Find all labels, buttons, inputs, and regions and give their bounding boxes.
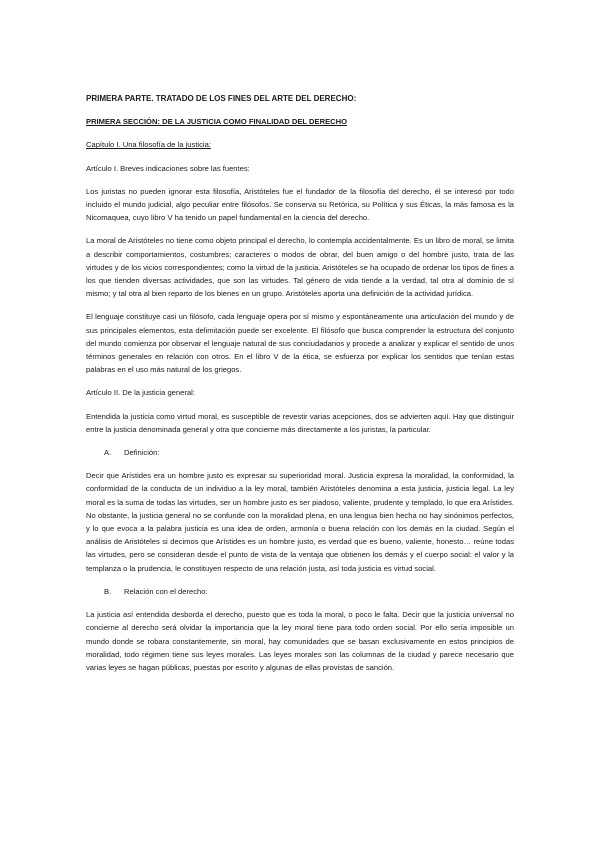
paragraph: Entendida la justicia como virtud moral, es susceptible de revestir varias acepciones, dos se advierten aquí. Hay que distinguir entre la justicia denominada general y otra que concierne más directamente a los juristas, la particular.: [86, 411, 514, 434]
paragraph: Los juristas no pueden ignorar esta filosofía, Aristóteles fue el fundador de la filosofía del derecho, él se interesó por todo incluido el mundo judicial, algo peculiar entre filósofos. Se conserva su Retórica, su Política y sus Éticas, la más famosa es la Nicomaquea, cuyo libro V ha tenido un papel fundamental en la ciencia del derecho.: [86, 186, 514, 223]
part-heading: PRIMERA PARTE. TRATADO DE LOS FINES DEL ARTE DEL DERECHO:: [86, 94, 357, 103]
subheading-a: [104, 446, 514, 459]
paragraph: Decir que Arístides era un hombre justo es expresar su superioridad moral. Justicia expresa la moralidad, la conformidad, la conformidad de la conducta de un individuo a la ley moral, también Aristóteles denomina a esta justicia, justicia legal. La ley moral es la suma de todas las virtudes, ser un hombre justo es ser piadoso, valiente, prudente y templado, lo que era Arístides. No obstante, la justicia general no se confunde con la moralidad plena, en una lengua bien hecha no hay sinónimos perfectos, y lo que evoca a la palabra justicia es una idea de orden, armonía o buena relación con los demás en la ciudad. Según el análisis de Aristóteles si decimos que Arístides es un hombre justo, es verdad que es bueno, valiente, honesto… reúne todas las virtudes, pero se consideran desde el punto de vista de la ventaja que obtienen los demás y el cuerpo social: el valor y la templanza o la prudencia, le constituyen respecto de una relación justa, así toda justicia es virtud social.: [86, 471, 514, 573]
document-page: [86, 92, 514, 684]
subheading-letter: A.: [104, 448, 112, 458]
chapter-heading: Capítulo I. Una filosofía de la justicia:: [86, 140, 211, 150]
paragraph: La justicia así entendida desborda el derecho, puesto que es toda la moral, o poco le falta. Decir que la justicia universal no concierne al derecho será olvidar la importancia que la ley moral tiene para todo orden social. Por ello sería imposible un mundo donde se robara constantemente, sin moral, hay comunidades que se basan exclusivamente en estos principios de moralidad, todo régimen tiene sus leyes morales. Las leyes morales son las columnas de la ciudad y parece necesario que varias leyes se hagan públicas, puestas por escrito y algunas de ellas provistas de sanción.: [86, 610, 514, 672]
article-heading-1: Artículo I. Breves indicaciones sobre las fuentes:: [86, 163, 250, 173]
section-heading: PRIMERA SECCIÓN: DE LA JUSTICIA COMO FINALIDAD DEL DERECHO: [86, 117, 348, 127]
article-heading-2: Artículo II. De la justicia general:: [86, 388, 195, 398]
paragraph: El lenguaje constituye casi un filósofo, cada lenguaje opera por sí mismo y espontáneamente una articulación del mundo y de sus principales elementos, esta delimitación puede ser excelente. El filósofo que busca comprender la estructura del conjunto del mundo comienza por observar el lenguaje natural de sus conciudadanos y procede a analizar y explicar el sentido de unos términos generales en relación con otros. En el libro V de la ética, se esfuerza por explicar los sentidos que tenían estas palabras en el uso más natural de los griegos.: [86, 312, 514, 375]
subheading-title: Relación con el derecho:: [124, 586, 208, 596]
paragraph: La moral de Aristóteles no tiene como objeto principal el derecho, lo contempla accidentalmente. Es un libro de moral, se limita a describir comportamientos, costumbres; caracteres o modos de obrar, del buen amigo o del hombre justo, trata de las virtudes y de los vicios correspondientes; como la virtud de la justicia. Aristóteles se ha ocupado de ordenar los tipos de fines a los que tienden diversas actividades, que son las virtudes. Tal género de vida tiende a la verdad, tal otra al dominio de sí mismo; y tal otra al bien reparto de los bienes en un grupo. Aristóteles aporta una definición de la actividad jurídica.: [86, 236, 514, 299]
subheading-b: [104, 585, 514, 598]
subheading-letter: B.: [104, 586, 112, 596]
subheading-title: Definición:: [124, 448, 160, 458]
